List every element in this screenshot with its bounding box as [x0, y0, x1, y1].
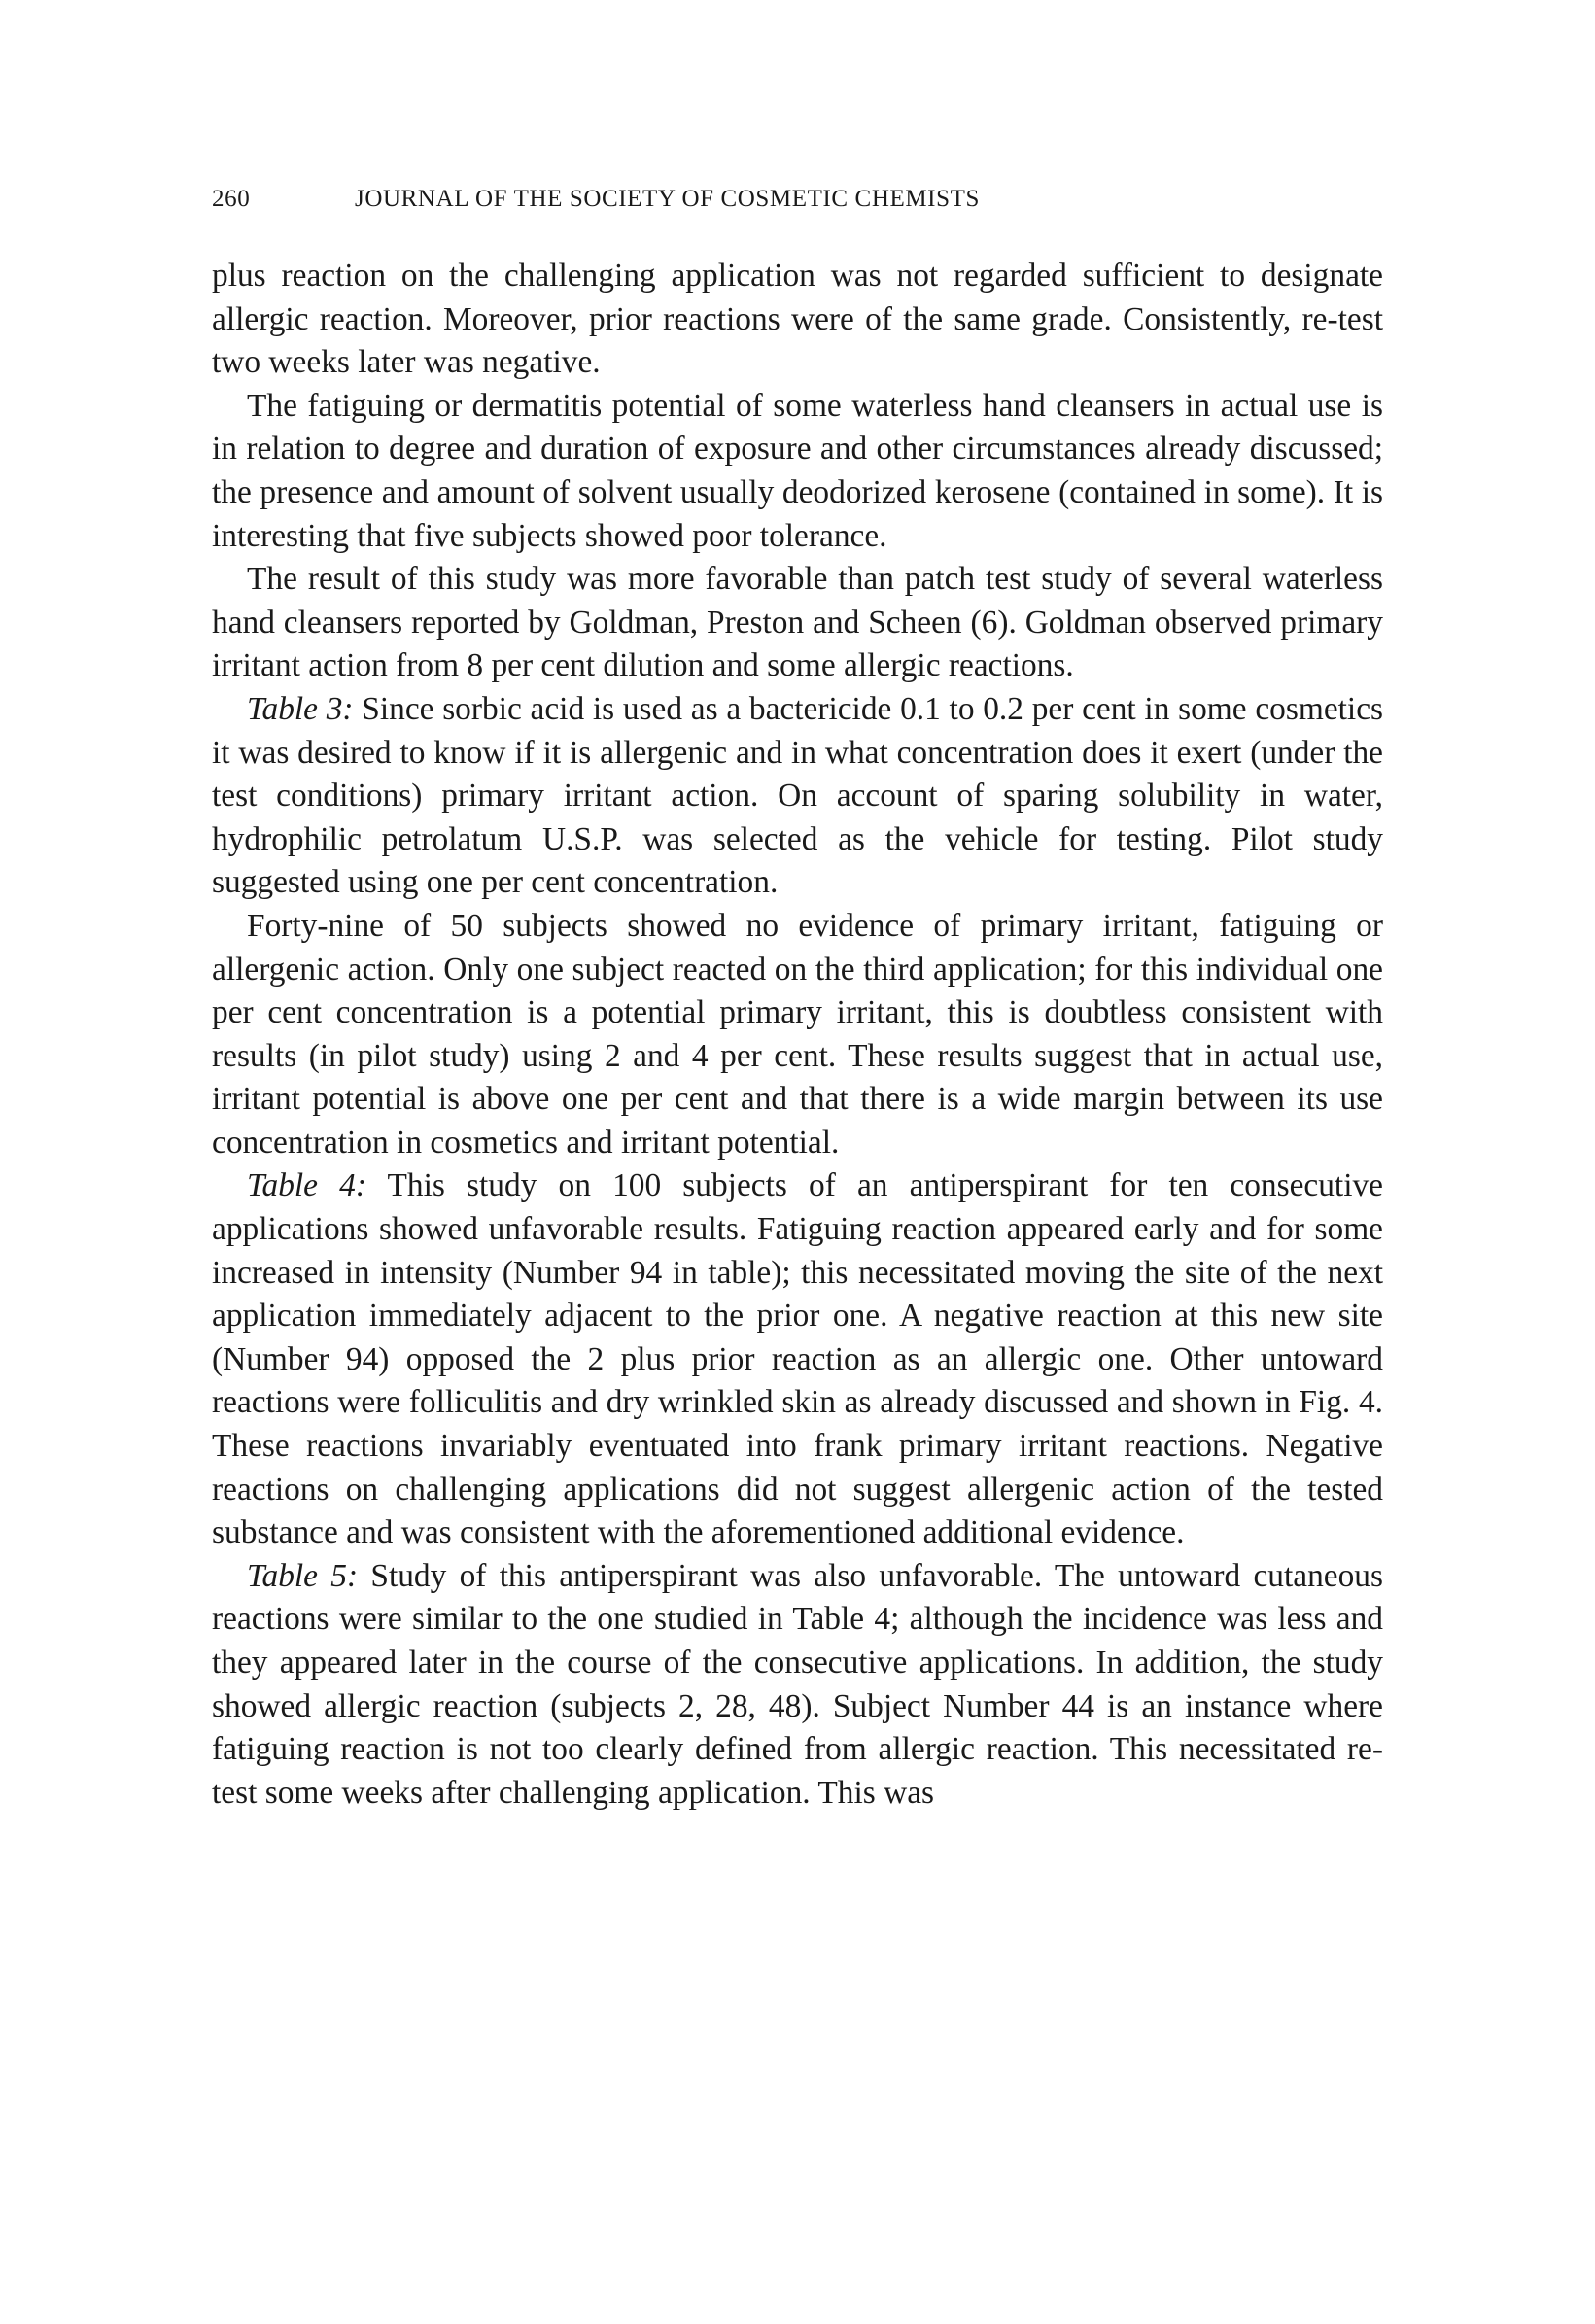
- paragraph-table-4: [212, 1164, 1383, 1554]
- table-3-label: Table 3:: [247, 690, 354, 727]
- table-5-label: Table 5:: [247, 1557, 359, 1594]
- paragraph-text: plus reaction on the challenging application was not regarded sufficient to designate allergic reaction. Moreover, prior reactions were of the same grade. Consistently, re-test two weeks later was negative.: [212, 258, 1383, 381]
- paragraph-text: Since sorbic acid is used as a bactericide 0.1 to 0.2 per cent in some cosmetics it was desired to know if it is allergenic and in what concentration does it exert (under the test conditions) primary irritant action. On account of sparing solubility in water, hydrophilic petrolatum U.S.P. was selected as the vehicle for testing. Pilot study suggested using one per cent concentration.: [212, 690, 1384, 901]
- paragraph-text: The fatiguing or dermatitis potential of some waterless hand cleansers in actual use is in relation to degree and duration of exposure and other circumstances already discussed; the presence and amount of solvent usually deodorized kerosene (contained in some). It is interesting that five subjects showed poor tolerance.: [212, 387, 1383, 554]
- paragraph-table-3: [212, 688, 1383, 905]
- paragraph-continuation: [212, 255, 1383, 385]
- article-body: [212, 255, 1383, 1815]
- journal-title: JOURNAL OF THE SOCIETY OF COSMETIC CHEMISTS: [355, 186, 980, 212]
- paragraph-text: The result of this study was more favorable than patch test study of several waterless hand cleansers reported by Goldman, Preston and Scheen (6). Goldman observed primary irritant action from 8 per cent dilution and some allergic reactions.: [212, 561, 1383, 684]
- paragraph-text: Forty-nine of 50 subjects showed no evidence of primary irritant, fatiguing or allergenic action. Only one subject reacted on the third application; for this individual one per cent concentration is a potential primary irritant, this is doubtless consistent with results (in pilot study) using 2 and 4 per cent. These results suggest that in actual use, irritant potential is above one per cent and that there is a wide margin between its use concentration in cosmetics and irritant potential.: [212, 907, 1383, 1161]
- paragraph-hand-cleansers: [212, 385, 1383, 558]
- page-number: 260: [212, 186, 251, 212]
- paragraph-goldman-comparison: [212, 558, 1383, 688]
- paragraph-text: Study of this antiperspirant was also unfavorable. The untoward cutaneous reactions were similar to the one studied in Table 4; although the incidence was less and they appeared later in the course of the consecutive applications. In addition, the study showed allergic reaction (subjects 2, 28, 48). Subject Number 44 is an instance where fatiguing reaction is not too clearly defined from allergic reaction. This necessitated re-test some weeks after challenging application. This was: [212, 1557, 1383, 1811]
- paragraph-text: This study on 100 subjects of an antiperspirant for ten consecutive applications showed unfavorable results. Fatiguing reaction appeared early and for some increased in intensity (Number 94 in table); this necessitated moving the site of the next application immediately adjacent to the prior one. A negative reaction at this new site (Number 94) opposed the 2 plus prior reaction as an allergic one. Other untoward reactions were folliculitis and dry wrinkled skin as already discussed and shown in Fig. 4. These reactions invariably eventuated into frank primary irritant reactions. Negative reactions on challenging applications did not suggest allergenic action of the tested substance and was consistent with the aforementioned additional evidence.: [212, 1167, 1384, 1551]
- paragraph-sorbic-acid-results: [212, 905, 1383, 1165]
- running-head: [212, 183, 1383, 216]
- paragraph-table-5: [212, 1555, 1383, 1816]
- table-4-label: Table 4:: [247, 1167, 366, 1204]
